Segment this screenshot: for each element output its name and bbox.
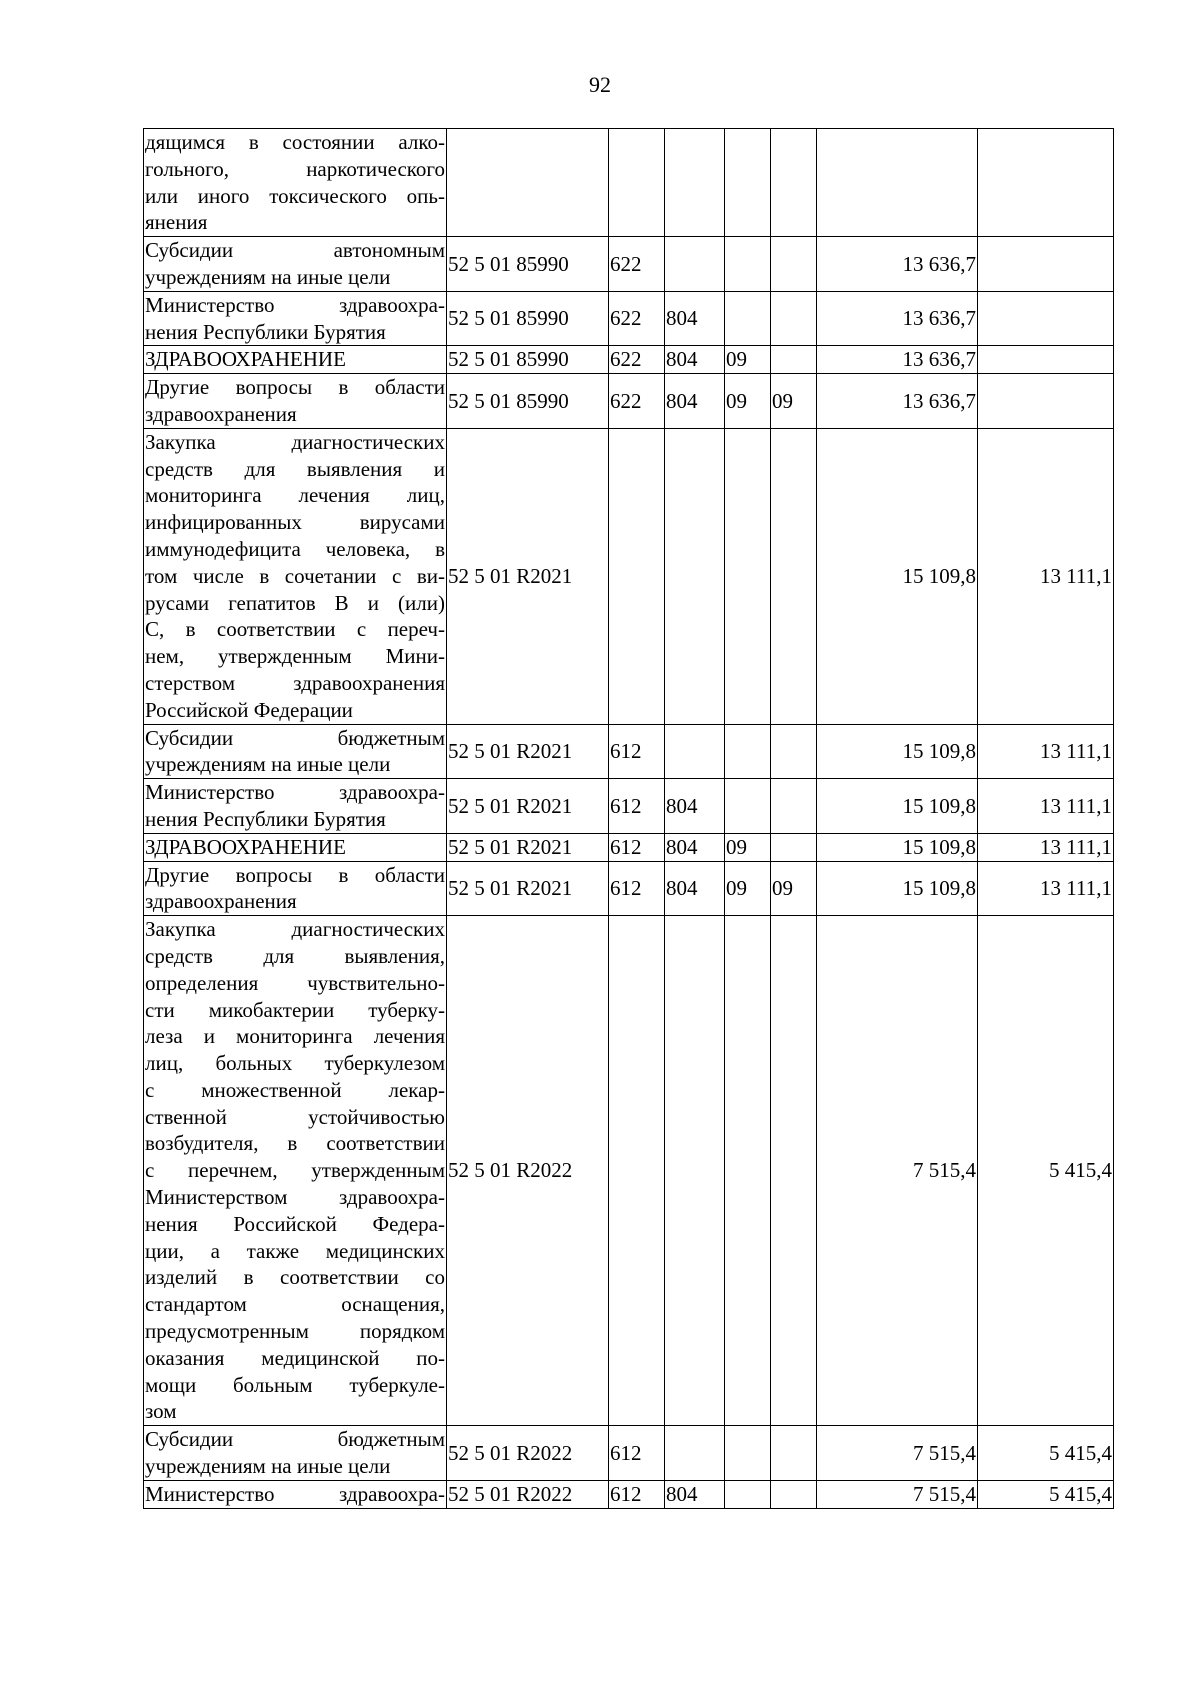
table-row — [144, 861, 1114, 916]
amount-second-cell — [978, 129, 1114, 237]
expense-type-cell: 622 — [609, 237, 665, 292]
budget-code-cell: 52 5 01 R2021 — [447, 724, 609, 779]
description-line: ЗДРАВООХРАНЕНИЕ — [145, 347, 346, 372]
description-line: Субсидии бюджетным — [145, 1427, 445, 1452]
description-line: Министерство здравоохра- — [145, 780, 445, 805]
description-line: Другие вопросы в области — [145, 862, 445, 887]
page-number: 92 — [589, 72, 611, 97]
description-cell — [144, 833, 447, 861]
ministry-code-cell: 804 — [665, 346, 725, 374]
description-line: русами гепатитов В и (или) — [145, 590, 445, 615]
amount-second-cell — [978, 346, 1114, 374]
budget-code-cell: 52 5 01 R2021 — [447, 833, 609, 861]
description-line: учреждениям на иные цели — [145, 752, 391, 777]
amount-first-cell: 13 636,7 — [817, 346, 978, 374]
section-cell — [725, 779, 771, 834]
table-row — [144, 428, 1114, 724]
amount-first-cell: 15 109,8 — [817, 724, 978, 779]
expense-type-cell: 622 — [609, 291, 665, 346]
subsection-cell — [771, 724, 817, 779]
section-cell: 09 — [725, 861, 771, 916]
budget-code-cell: 52 5 01 R2022 — [447, 916, 609, 1426]
section-cell: 09 — [725, 833, 771, 861]
description-cell — [144, 237, 447, 292]
amount-first-cell: 13 636,7 — [817, 237, 978, 292]
description-line: дящимся в состоянии алко- — [145, 130, 445, 154]
budget-code-cell: 52 5 01 85990 — [447, 291, 609, 346]
description-line: или иного токсического опь- — [145, 183, 445, 208]
description-line: Закупка диагностических — [145, 917, 445, 942]
table-row — [144, 237, 1114, 292]
description-cell — [144, 916, 447, 1426]
subsection-cell: 09 — [771, 861, 817, 916]
description-line: инфицированных вирусами — [145, 510, 445, 535]
section-cell — [725, 428, 771, 724]
table-row — [144, 724, 1114, 779]
section-cell — [725, 724, 771, 779]
ministry-code-cell: 804 — [665, 291, 725, 346]
budget-code-cell — [447, 129, 609, 237]
description-line: Министерство здравоохра- — [145, 1481, 445, 1506]
description-line: с множественной лекар- — [145, 1077, 445, 1102]
description-line: средств для выявления, — [145, 943, 445, 968]
budget-code-cell: 52 5 01 R2021 — [447, 779, 609, 834]
expense-type-cell: 612 — [609, 779, 665, 834]
section-cell: 09 — [725, 346, 771, 374]
amount-second-cell: 13 111,1 — [978, 833, 1114, 861]
budget-code-cell: 52 5 01 85990 — [447, 237, 609, 292]
description-line: стерством здравоохранения — [145, 670, 445, 695]
subsection-cell — [771, 129, 817, 237]
subsection-cell — [771, 916, 817, 1426]
description-line: Министерством здравоохра- — [145, 1185, 445, 1210]
description-line: нения Республики Бурятия — [145, 319, 386, 344]
table-row — [144, 833, 1114, 861]
description-line: ЗДРАВООХРАНЕНИЕ — [145, 834, 346, 859]
section-cell: 09 — [725, 374, 771, 429]
expense-type-cell: 612 — [609, 861, 665, 916]
budget-code-cell: 52 5 01 85990 — [447, 346, 609, 374]
budget-code-cell: 52 5 01 R2022 — [447, 1480, 609, 1508]
description-line: здравоохранения — [145, 889, 297, 914]
amount-second-cell — [978, 237, 1114, 292]
description-line: ственной устойчивостью — [145, 1104, 445, 1129]
description-line: том числе в сочетании с ви- — [145, 563, 445, 588]
table-row — [144, 779, 1114, 834]
description-cell — [144, 346, 447, 374]
amount-first-cell: 13 636,7 — [817, 374, 978, 429]
amount-first-cell: 13 636,7 — [817, 291, 978, 346]
description-line: здравоохранения — [145, 401, 297, 426]
description-cell — [144, 129, 447, 237]
description-line: нения Республики Бурятия — [145, 806, 386, 831]
description-line: предусмотренным порядком — [145, 1319, 445, 1344]
table-row — [144, 1480, 1114, 1508]
expense-type-cell: 622 — [609, 346, 665, 374]
ministry-code-cell — [665, 237, 725, 292]
amount-second-cell: 13 111,1 — [978, 861, 1114, 916]
amount-first-cell: 15 109,8 — [817, 833, 978, 861]
section-cell — [725, 1480, 771, 1508]
description-cell — [144, 428, 447, 724]
description-line: Российской Федерации — [145, 697, 353, 722]
expense-type-cell: 612 — [609, 1480, 665, 1508]
table-row — [144, 346, 1114, 374]
table-row — [144, 916, 1114, 1426]
amount-second-cell — [978, 291, 1114, 346]
amount-first-cell: 7 515,4 — [817, 1426, 978, 1481]
description-line: зом — [145, 1399, 177, 1424]
description-line: нения Российской Федера- — [145, 1211, 445, 1236]
subsection-cell: 09 — [771, 374, 817, 429]
budget-table-body — [144, 129, 1114, 1509]
description-line: Закупка диагностических — [145, 429, 445, 454]
budget-table — [143, 128, 1114, 1509]
description-cell — [144, 779, 447, 834]
section-cell — [725, 916, 771, 1426]
description-line: возбудителя, в соответствии — [145, 1131, 445, 1156]
amount-second-cell: 13 111,1 — [978, 779, 1114, 834]
expense-type-cell: 622 — [609, 374, 665, 429]
subsection-cell — [771, 1426, 817, 1481]
amount-first-cell: 7 515,4 — [817, 916, 978, 1426]
description-line: Другие вопросы в области — [145, 375, 445, 400]
subsection-cell — [771, 428, 817, 724]
section-cell — [725, 237, 771, 292]
ministry-code-cell: 804 — [665, 1480, 725, 1508]
description-line: мониторинга лечения лиц, — [145, 483, 445, 508]
subsection-cell — [771, 1480, 817, 1508]
expense-type-cell: 612 — [609, 1426, 665, 1481]
amount-second-cell — [978, 374, 1114, 429]
description-cell — [144, 1480, 447, 1508]
budget-code-cell: 52 5 01 R2022 — [447, 1426, 609, 1481]
description-cell — [144, 291, 447, 346]
description-line: средств для выявления и — [145, 456, 445, 481]
budget-code-cell: 52 5 01 85990 — [447, 374, 609, 429]
expense-type-cell — [609, 916, 665, 1426]
description-line: С, в соответствии с переч- — [145, 617, 445, 642]
amount-first-cell: 7 515,4 — [817, 1480, 978, 1508]
amount-first-cell: 15 109,8 — [817, 861, 978, 916]
ministry-code-cell — [665, 428, 725, 724]
amount-first-cell: 15 109,8 — [817, 428, 978, 724]
subsection-cell — [771, 833, 817, 861]
amount-second-cell: 13 111,1 — [978, 428, 1114, 724]
description-line: Министерство здравоохра- — [145, 292, 445, 317]
description-line: учреждениям на иные цели — [145, 1454, 391, 1479]
table-row — [144, 291, 1114, 346]
table-row — [144, 374, 1114, 429]
budget-code-cell: 52 5 01 R2021 — [447, 428, 609, 724]
description-line: определения чувствительно- — [145, 970, 445, 995]
budget-code-cell: 52 5 01 R2021 — [447, 861, 609, 916]
subsection-cell — [771, 291, 817, 346]
description-cell — [144, 374, 447, 429]
amount-first-cell: 15 109,8 — [817, 779, 978, 834]
description-line: леза и мониторинга лечения — [145, 1024, 445, 1049]
description-line: янения — [145, 210, 208, 235]
ministry-code-cell — [665, 724, 725, 779]
ministry-code-cell — [665, 1426, 725, 1481]
description-line: ции, а также медицинских — [145, 1238, 445, 1263]
amount-second-cell: 5 415,4 — [978, 1480, 1114, 1508]
description-line: Субсидии автономным — [145, 238, 445, 263]
ministry-code-cell: 804 — [665, 861, 725, 916]
amount-second-cell: 13 111,1 — [978, 724, 1114, 779]
description-line: иммунодефицита человека, в — [145, 536, 445, 561]
amount-second-cell: 5 415,4 — [978, 1426, 1114, 1481]
description-cell — [144, 724, 447, 779]
ministry-code-cell — [665, 916, 725, 1426]
ministry-code-cell: 804 — [665, 833, 725, 861]
expense-type-cell — [609, 428, 665, 724]
description-line: стандартом оснащения, — [145, 1292, 445, 1317]
description-line: с перечнем, утвержденным — [145, 1158, 445, 1183]
subsection-cell — [771, 779, 817, 834]
section-cell — [725, 291, 771, 346]
expense-type-cell — [609, 129, 665, 237]
description-line: оказания медицинской по- — [145, 1345, 445, 1370]
section-cell — [725, 129, 771, 237]
amount-second-cell: 5 415,4 — [978, 916, 1114, 1426]
ministry-code-cell — [665, 129, 725, 237]
expense-type-cell: 612 — [609, 724, 665, 779]
amount-first-cell — [817, 129, 978, 237]
description-line: сти микобактерии туберку- — [145, 997, 445, 1022]
table-row — [144, 1426, 1114, 1481]
expense-type-cell: 612 — [609, 833, 665, 861]
ministry-code-cell: 804 — [665, 779, 725, 834]
description-line: нем, утвержденным Мини- — [145, 644, 445, 669]
description-cell — [144, 861, 447, 916]
subsection-cell — [771, 237, 817, 292]
subsection-cell — [771, 346, 817, 374]
description-line: мощи больным туберкуле- — [145, 1372, 445, 1397]
section-cell — [725, 1426, 771, 1481]
description-line: лиц, больных туберкулезом — [145, 1051, 445, 1076]
description-line: учреждениям на иные цели — [145, 264, 391, 289]
ministry-code-cell: 804 — [665, 374, 725, 429]
description-line: изделий в соответствии со — [145, 1265, 445, 1290]
description-cell — [144, 1426, 447, 1481]
description-line: гольного, наркотического — [145, 156, 445, 181]
description-line: Субсидии бюджетным — [145, 725, 445, 750]
table-row — [144, 129, 1114, 237]
